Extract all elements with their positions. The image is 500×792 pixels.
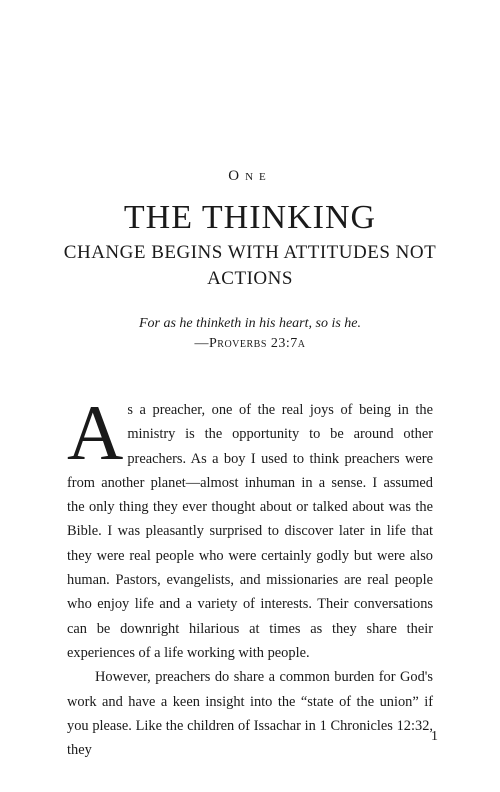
page-number: 1 xyxy=(431,729,438,744)
chapter-number: One xyxy=(228,168,272,184)
chapter-title: THE THINKING xyxy=(123,199,377,236)
body-text xyxy=(67,389,433,762)
paragraph-text: s a preacher, one of the real joys of being in the ministry is the opportunity to be around other preachers. As a boy I used to think preachers were from another planet—almost inhuman in a sense. I assumed the only thing they ever thought about or talked about was the Bible. I was pleasantly surprised to discover later in life that they were real people who were certainly godly but were also human. Pastors, evangelists, and missionaries are real people who enjoy life and a variety of interests. Their conversations can be downright hilarious at times as they share their experiences of a life working with people. xyxy=(67,402,433,661)
epigraph-source: —Proverbs 23:7a xyxy=(194,336,306,351)
drop-cap: A xyxy=(67,389,124,476)
paragraph: However, preachers do share a common burden for God's work and have a keen insight into the “state of the union” if you please. Like the children of Issachar in 1 Chronicles 12:32, they xyxy=(67,669,433,759)
paragraph xyxy=(67,389,433,665)
epigraph-quote: For as he thinketh in his heart, so is he. xyxy=(138,316,362,331)
chapter-subtitle: CHANGE BEGINS WITH ATTITUDES NOT ACTIONS xyxy=(63,242,437,289)
epigraph xyxy=(0,314,500,354)
